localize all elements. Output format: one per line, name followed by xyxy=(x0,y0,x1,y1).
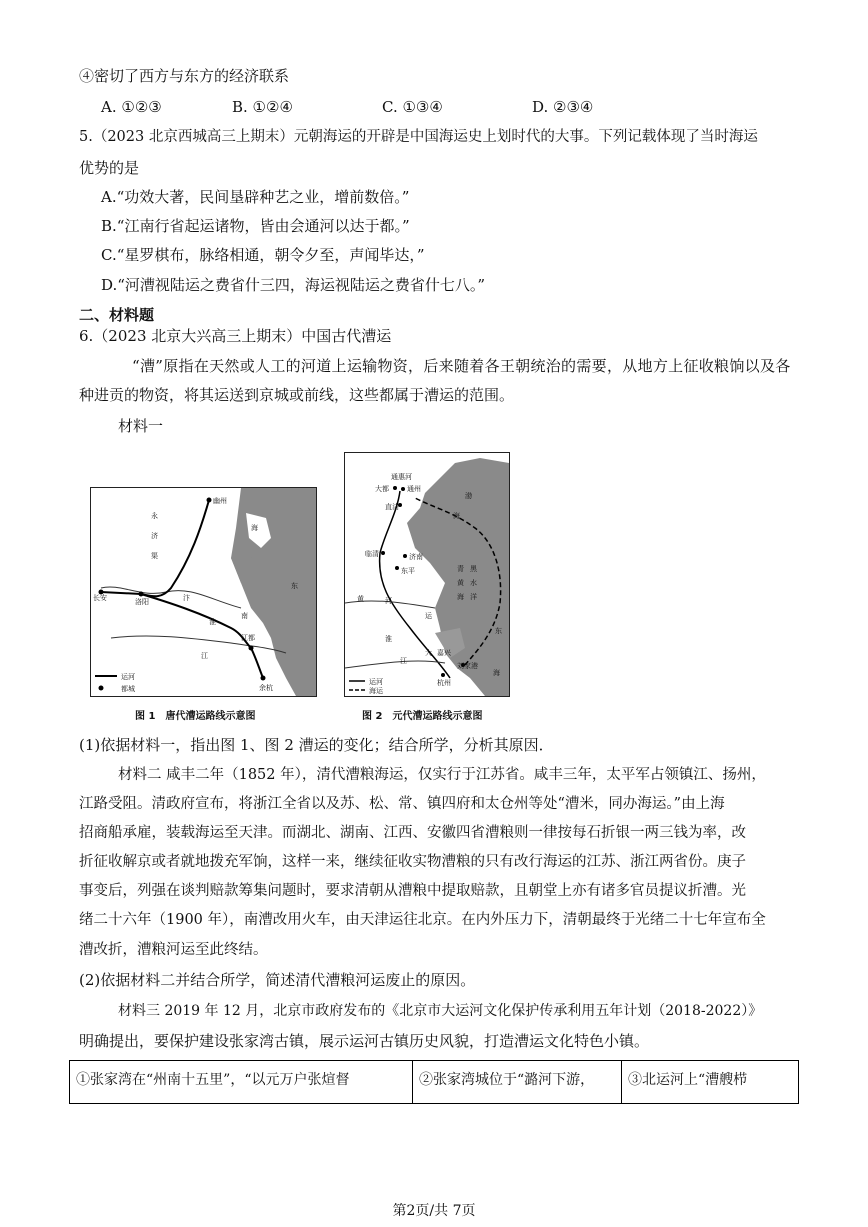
label-jiangdu: 江都 xyxy=(241,634,255,642)
q6-intro-line1: “漕”原指在天然或人工的河道上运输物资，后来随着各王朝统治的需要，从地方上征收粮饷以及各 xyxy=(132,357,791,375)
label-dongping: 东平 xyxy=(401,567,415,575)
label-jiang: 江 xyxy=(400,657,407,665)
label-hei: 黑 xyxy=(470,565,477,573)
label-youzhou: 幽州 xyxy=(213,497,227,505)
label-jiang: 江 xyxy=(201,652,208,660)
label-dong: 东 xyxy=(495,627,502,635)
q4-option-b: B. ①②④ xyxy=(232,98,293,116)
material2-line4: 折征收解京或者就地拨充军饷，这样一来，继续征收实物漕粮的只有改行海运的江苏、浙江两省份。庚子 xyxy=(79,854,746,870)
label-huang: 黄 xyxy=(357,595,364,603)
label-tongzhou: 通州 xyxy=(407,485,421,493)
label-sea-bo: 海 xyxy=(251,524,258,532)
table-cell-2: ②张家湾城位于“潞河下游， xyxy=(413,1061,622,1104)
label-huai: 淮 xyxy=(209,618,216,626)
page-footer: 第2页/共 7页 xyxy=(392,1203,476,1219)
label-linqing: 临清 xyxy=(365,550,379,558)
q6-sub2: (2)依据材料二并结合所学，简述清代漕粮河运废止的原因。 xyxy=(79,971,476,989)
label-yong: 永 xyxy=(151,512,158,520)
table-cell-3: ③北运河上“漕艘栉 xyxy=(622,1061,799,1104)
q4-option-c: C. ①③④ xyxy=(382,98,443,116)
table-cell-1: ①张家湾在“州南十五里”，“以元万户张煊督 xyxy=(70,1061,413,1104)
fig1-caption: 图 1 唐代漕运路线示意图 xyxy=(135,711,256,722)
label-huai: 淮 xyxy=(385,635,392,643)
label-changan: 长安 xyxy=(93,594,107,602)
material2-line7: 漕改折，漕粮河运至此终结。 xyxy=(79,942,268,958)
label-shui: 水 xyxy=(470,579,477,587)
material3-line1: 材料三 2019 年 12 月，北京市政府发布的《北京市大运河文化保护传承利用五年计划（2018-2022）》 xyxy=(118,1003,763,1019)
material2-line3: 招商船承雇，装载海运至天津。而湖北、湖南、江西、安徽四省漕粮则一律按每石折银一两三钱为率，改 xyxy=(79,825,746,841)
q5-option-c: C.“星罗棋布，脉络相通，朝令夕至，声闻毕达，” xyxy=(101,246,425,264)
material2-line6: 绪二十六年（1900 年），南漕改用火车，由天津运往北京。在内外压力下，清朝最终于光绪二十七年宣布全 xyxy=(79,912,766,928)
q4-option-d: D. ②③④ xyxy=(532,98,594,116)
label-tonghui: 通惠河 xyxy=(391,473,412,481)
label-yuhang: 余杭 xyxy=(259,684,273,692)
fig2-caption: 图 2 元代漕运路线示意图 xyxy=(362,711,483,722)
q4-item-4: ④密切了西方与东方的经济联系 xyxy=(79,67,290,85)
q5-option-d: D.“河漕视陆运之费省什三四，海运视陆运之费省什七八。” xyxy=(101,276,486,294)
label-hai2: 海 xyxy=(493,669,500,677)
material2-line5: 事变后，列强在谈判赔款筹集问题时，要求清朝从漕粮中提取赔款，且朝堂上亦有诸多官员提议折漕。光 xyxy=(79,883,746,899)
legend-canal: 运河 xyxy=(121,673,135,681)
material2-line2: 江路受阻。清政府宣布，将浙江全省以及苏、松、常、镇四府和太仓州等处“漕米，同办海运。”由上海 xyxy=(79,796,725,812)
q4-option-a: A. ①②③ xyxy=(101,98,162,116)
label-yang: 洋 xyxy=(470,593,477,601)
legend-sea-route: 海运 xyxy=(369,687,383,695)
q6-stem: 6.（2023 北京大兴高三上期末）中国古代漕运 xyxy=(79,327,392,345)
q5-option-b: B.“江南行省起运诸物，皆由会通河以达于都。” xyxy=(101,217,410,235)
section-title: 二、材料题 xyxy=(79,306,155,324)
label-huanghai1: 黄 xyxy=(457,579,464,587)
q6-intro-line2: 种进贡的物资，将其运送到京城或前线，这些都属于漕运的范围。 xyxy=(79,386,515,404)
label-ji: 济 xyxy=(151,532,158,540)
legend-capital: 都城 xyxy=(121,685,135,693)
label-zhigu: 直沽 xyxy=(385,503,399,511)
material3-table xyxy=(69,1060,799,1104)
material1-label: 材料一 xyxy=(118,417,164,435)
q5-option-a: A.“功效大著，民间垦辟种艺之业，增前数倍。” xyxy=(101,188,410,206)
label-hangzhou: 杭州 xyxy=(437,679,451,687)
q6-sub1: (1)依据材料一，指出图 1、图 2 漕运的变化；结合所学，分析其原因． xyxy=(79,736,554,754)
label-he: 河 xyxy=(385,597,392,605)
table-row xyxy=(70,1061,799,1104)
label-dadu: 大都 xyxy=(375,485,389,493)
legend-canal-2: 运河 xyxy=(369,678,383,686)
label-liujiagang: 刘家港 xyxy=(457,662,478,670)
label-yun: 运 xyxy=(425,612,432,620)
label-east: 东 xyxy=(291,582,298,590)
label-bian: 汴 xyxy=(183,594,190,602)
material2-line1: 材料二 咸丰二年（1852 年），清代漕粮海运，仅实行于江苏省。咸丰三年，太平军占领镇江、扬州， xyxy=(118,767,766,783)
label-bo: 渤 xyxy=(465,492,472,500)
label-qu: 渠 xyxy=(151,552,158,560)
q5-stem-line1: 5.（2023 北京西城高三上期末）元朝海运的开辟是中国海运史上划时代的大事。下列记载体现了当时海运 xyxy=(79,129,758,145)
yuan-canal-map xyxy=(344,452,510,697)
label-nan: 南 xyxy=(241,612,248,620)
q5-stem-line2: 优势的是 xyxy=(79,159,140,177)
tang-canal-map xyxy=(90,487,317,697)
material3-line2: 明确提出，要保护建设张家湾古镇，展示运河古镇历史风貌，打造漕运文化特色小镇。 xyxy=(79,1032,650,1050)
label-hai: 海 xyxy=(453,512,460,520)
label-jiaxing: 嘉兴 xyxy=(437,649,451,657)
label-jinan: 济南 xyxy=(409,553,423,561)
label-da: 大 xyxy=(425,649,432,657)
label-luoyang: 洛阳 xyxy=(135,598,149,606)
label-qing: 青 xyxy=(457,565,464,573)
label-huanghai2: 海 xyxy=(457,593,464,601)
